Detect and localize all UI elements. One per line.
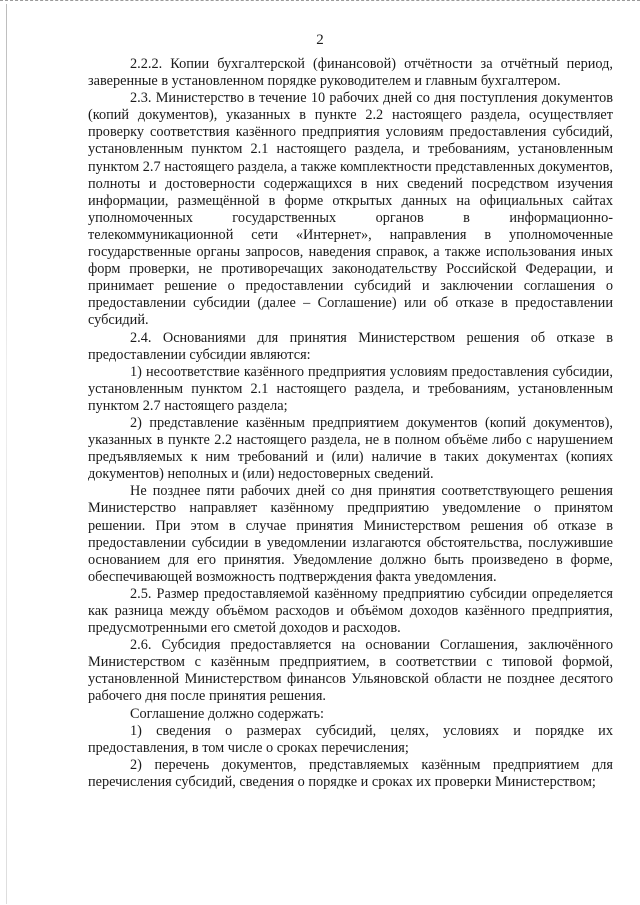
page-number: 2 [316, 32, 324, 48]
paragraph-2-3: 2.3. Министерство в течение 10 рабочих дней со дня поступления документов (копий документов), указанных в пункте 2.2 настоящего раздела, осуществляет проверку соответствия казённого предприятия условиям предоставления субсидий, установленным пунктом 2.1 настоящего раздела, и требованиям, установленным пунктом 2.7 настоящего раздела, а также комплектности представленных документов, полноты и достоверности содержащихся в них сведений посредством изучения информации, размещённой в форме открытых данных на официальных сайтах уполномоченных государственных органов в информационно-телекоммуникационной сети «Интернет», направления в уполномоченные государственные органы запросов, наведения справок, а также использования иных форм проверки, не противоречащих законодательству Российской Федерации, и принимает решение о предоставлении субсидий и заключении соглашения о предоставлении субсидии (далее – Соглашение) или об отказе в предоставлении субсидий. [88, 90, 613, 329]
paragraph-notification: Не позднее пяти рабочих дней со дня принятия соответствующего решения Министерство направляет казённому предприятию уведомление о принятом решении. При этом в случае принятия Министерством решения об отказе в предоставлении субсидии в уведомлении излагаются обстоятельства, послужившие основанием для его принятия. Уведомление должно быть произведено в форме, обеспечивающей возможность подтверждения факта уведомления. [88, 483, 613, 585]
scan-border-left [6, 4, 7, 904]
paragraph-agreement-contents: Соглашение должно содержать: [130, 705, 324, 722]
paragraph-agreement-item-2: 2) перечень документов, представляемых казённым предприятием для перечисления субсидий, сведения о порядке и сроках их проверки Министерством; [88, 756, 613, 790]
paragraph-2-6: 2.6. Субсидия предоставляется на основании Соглашения, заключённого Министерством с казённым предприятием, в соответствии с типовой формой, установленной Министерством финансов Ульяновской области не позднее десятого рабочего дня после принятия решения. [88, 637, 613, 705]
scan-border-top [0, 0, 640, 11]
document-body [88, 56, 613, 791]
paragraph-2-4: 2.4. Основаниями для принятия Министерством решения об отказе в предоставлении субсидии являются: [88, 329, 613, 363]
paragraph-2-4-item-2: 2) представление казённым предприятием документов (копий документов), указанных в пункте 2.2 настоящего раздела, не в полном объёме либо с нарушением предъявляемых к ним требований и (или) наличие в таких документах (копиях документов) неполных и (или) недостоверных сведений. [88, 414, 613, 483]
paragraph-2-2-2: 2.2.2. Копии бухгалтерской (финансовой) отчётности за отчётный период, заверенные в установленном порядке руководителем и главным бухгалтером. [88, 56, 613, 90]
paragraph-agreement-item-1: 1) сведения о размерах субсидий, целях, условиях и порядке их предоставления, в том числе о сроках перечисления; [88, 722, 613, 756]
paragraph-2-4-item-1: 1) несоответствие казённого предприятия условиям предоставления субсидии, установленным пунктом 2.1 настоящего раздела, и требованиям, установленным пунктом 2.7 настоящего раздела; [88, 363, 613, 414]
paragraph-2-5: 2.5. Размер предоставляемой казённому предприятию субсидии определяется как разница между объёмом расходов и объёмом доходов казённого предприятия, предусмотренными его сметой доходов и расходов. [88, 585, 613, 637]
